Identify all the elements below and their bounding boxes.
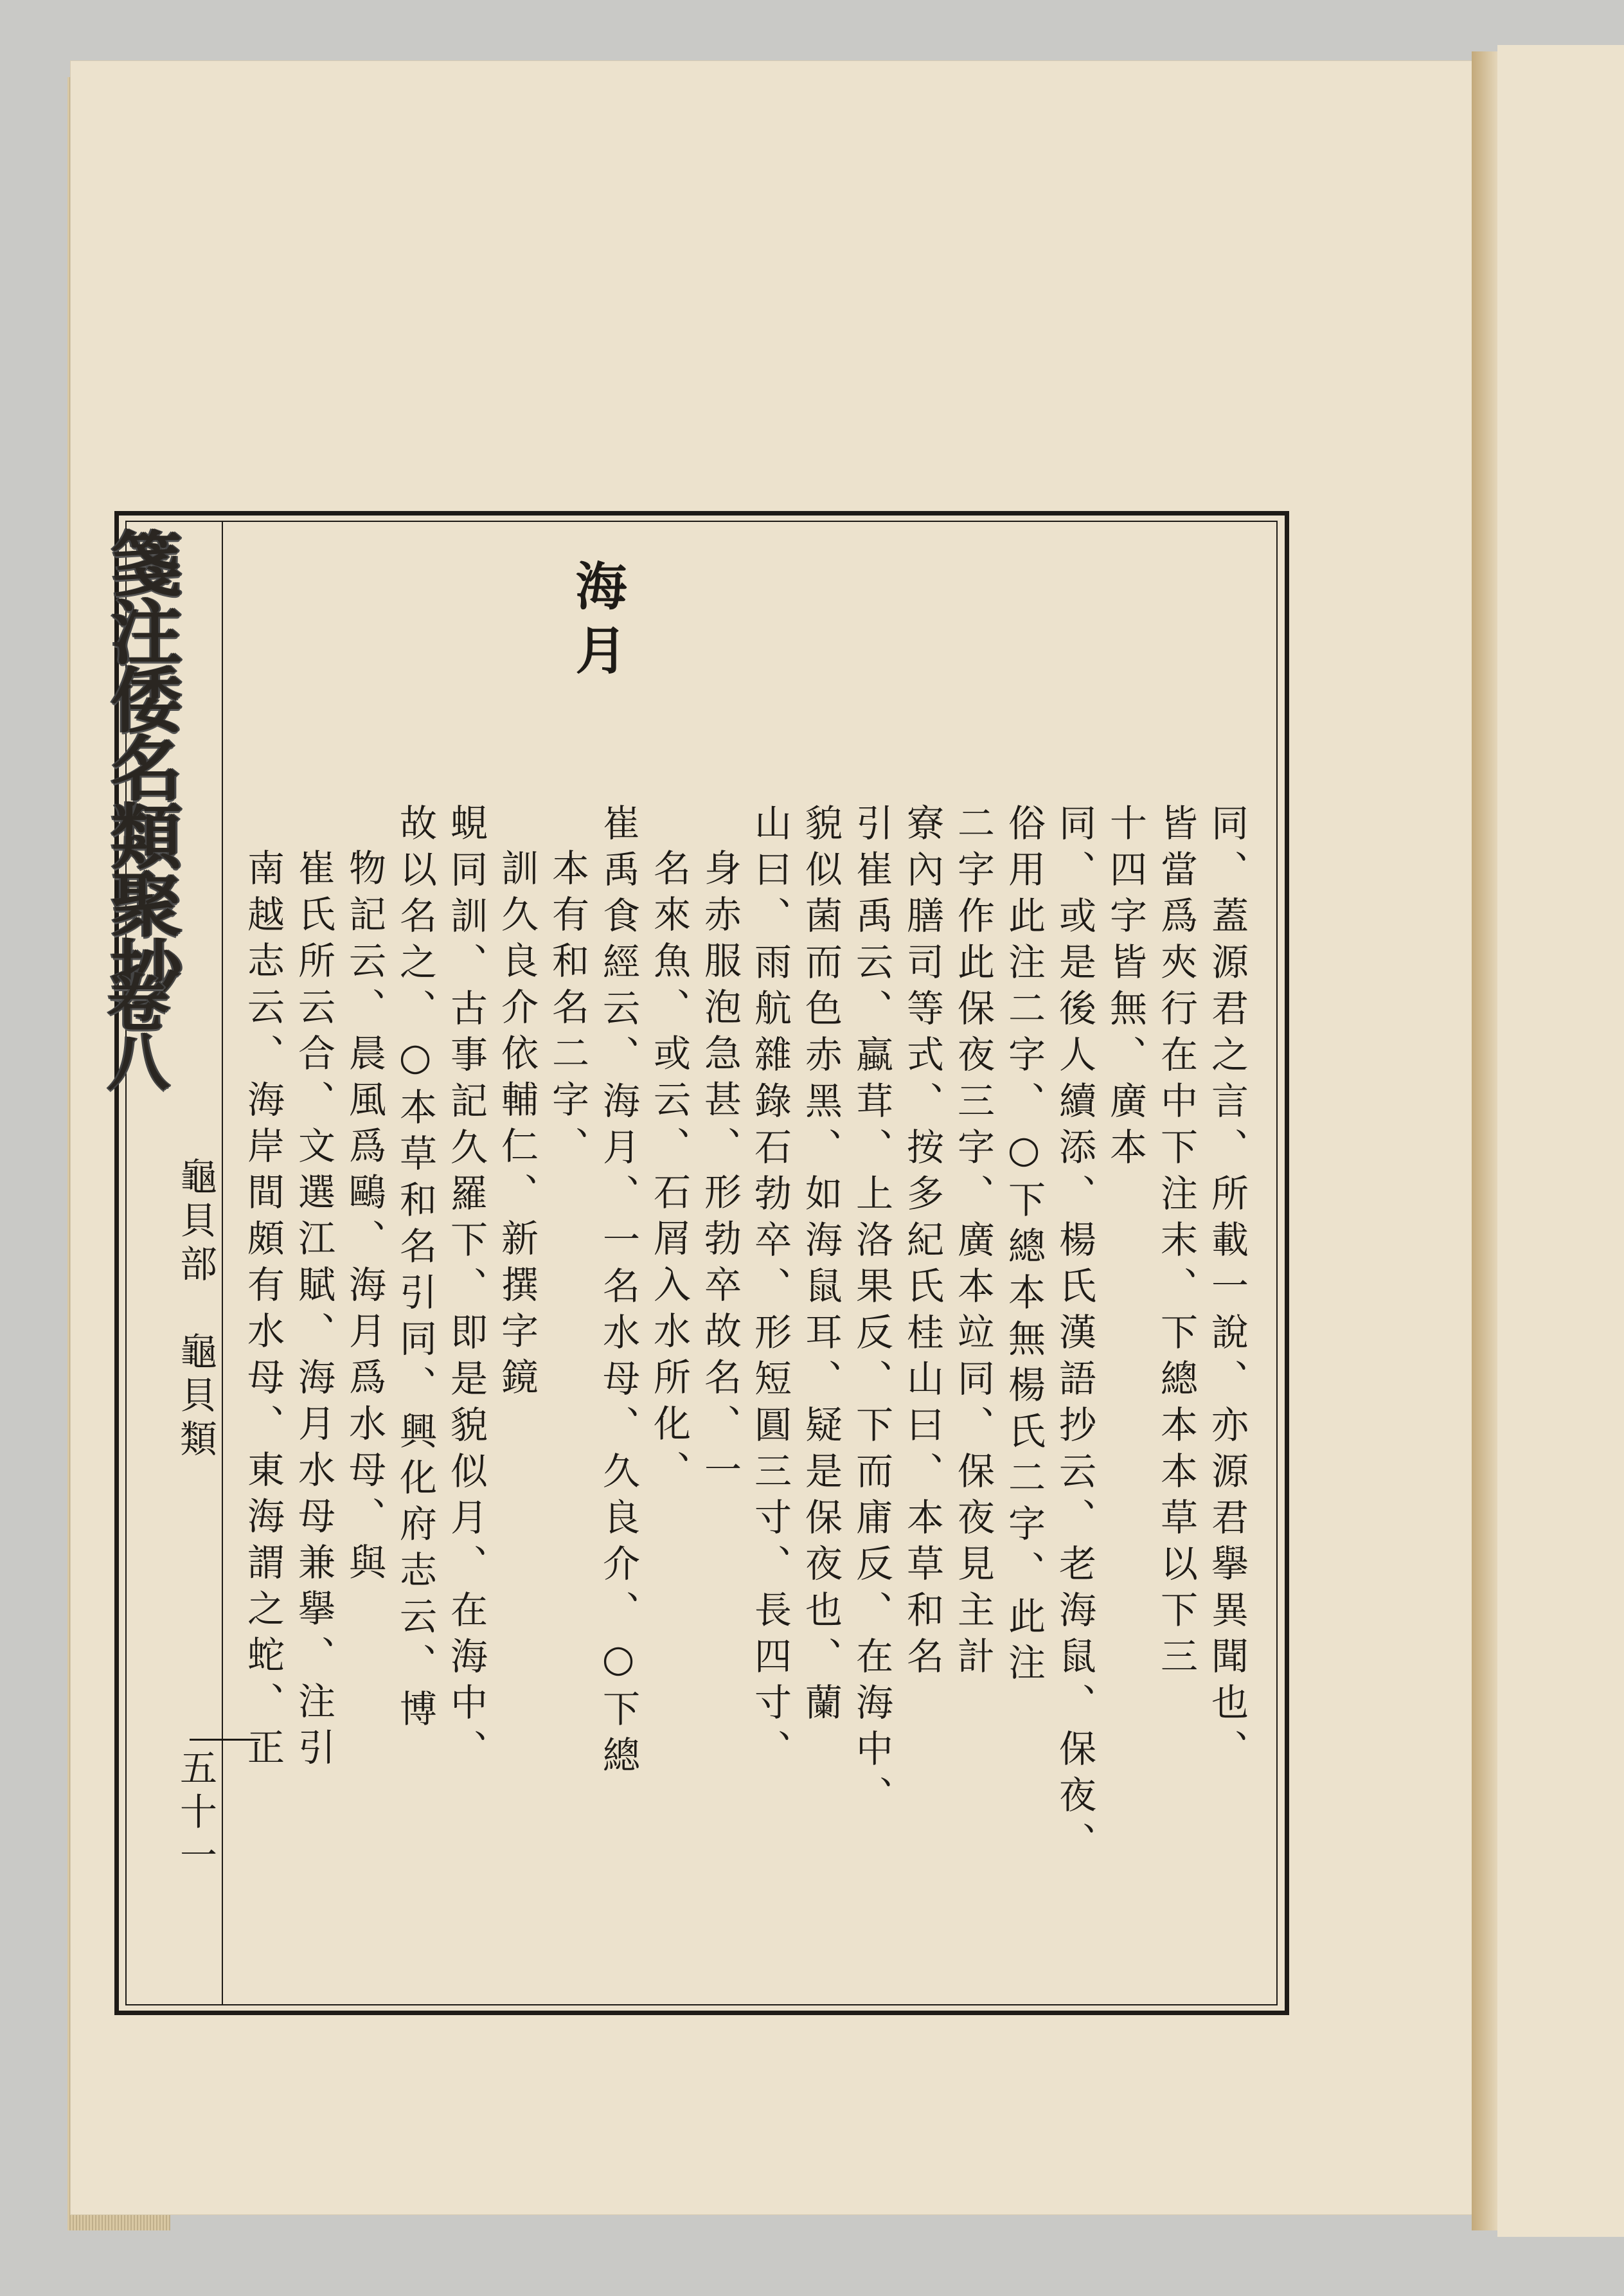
text-column: 山曰、雨航雜錄石勃卒、形短圓三寸、長四寸、 <box>748 803 792 1775</box>
text-column: 身赤服泡急甚、形勃卒故名、一 <box>698 848 742 1496</box>
text-column: 皆當爲夾行在中下注末、下總本本草以下三 <box>1154 803 1198 1683</box>
book-gutter <box>1472 51 1497 2230</box>
text-column: 物記云、晨風爲鷗、海月爲水母、與 <box>343 848 386 1589</box>
text-column: 貌似菌而色赤黑、如海鼠耳、疑是保夜也、蘭 <box>799 803 843 1729</box>
volume-label: 卷八 <box>98 971 170 1089</box>
text-column: 蜆同訓、古事記久羅下、即是貌似月、在海中、 <box>444 803 488 1775</box>
page-number: 五十一 <box>174 1748 217 1879</box>
text-column: 崔氏所云合、文選江賦、海月水母兼擧、注引 <box>292 848 335 1774</box>
text-column: 十四字皆無、廣本 <box>1103 803 1147 1174</box>
text-column: 引崔禹云、蠃茸、上洛果反、下而庯反、在海中、 <box>850 803 893 1822</box>
text-column: 南越志云、海岸間頗有水母、東海謂之蛇、正 <box>241 848 285 1774</box>
right-page <box>1497 45 1624 2237</box>
text-column: 二字作此保夜三字、廣本竝同、保夜見主計 <box>951 803 995 1683</box>
book-title: 箋注倭名類聚抄 <box>100 527 183 1004</box>
text-column: 俗用此注二字、○下總本無楊氏二字、此注 <box>1002 803 1046 1689</box>
text-column: 訓久良介依輔仁、新撰字鏡 <box>495 848 539 1404</box>
entry-heading: 海月 <box>567 559 627 688</box>
section-label: 龜貝部 龜貝類 <box>174 1157 217 1463</box>
text-column: 崔禹食經云、海月、一名水母、久良介、○下總 <box>596 803 640 1782</box>
text-column: 名來魚、或云、石屑入水所化、 <box>647 848 691 1496</box>
text-column: 寮內膳司等式、按多紀氏桂山曰、本草和名 <box>900 803 944 1683</box>
text-column: 同、或是後人續添、楊氏漢語抄云、老海鼠、保夜、 <box>1053 803 1096 1868</box>
text-column: 故以名之、○本草和名引同、興化府志云、博 <box>393 803 437 1735</box>
text-column: 同、蓋源君之言、所載一說、亦源君擧異聞也、 <box>1205 803 1249 1775</box>
text-column: 本有和名二字、 <box>546 848 589 1172</box>
